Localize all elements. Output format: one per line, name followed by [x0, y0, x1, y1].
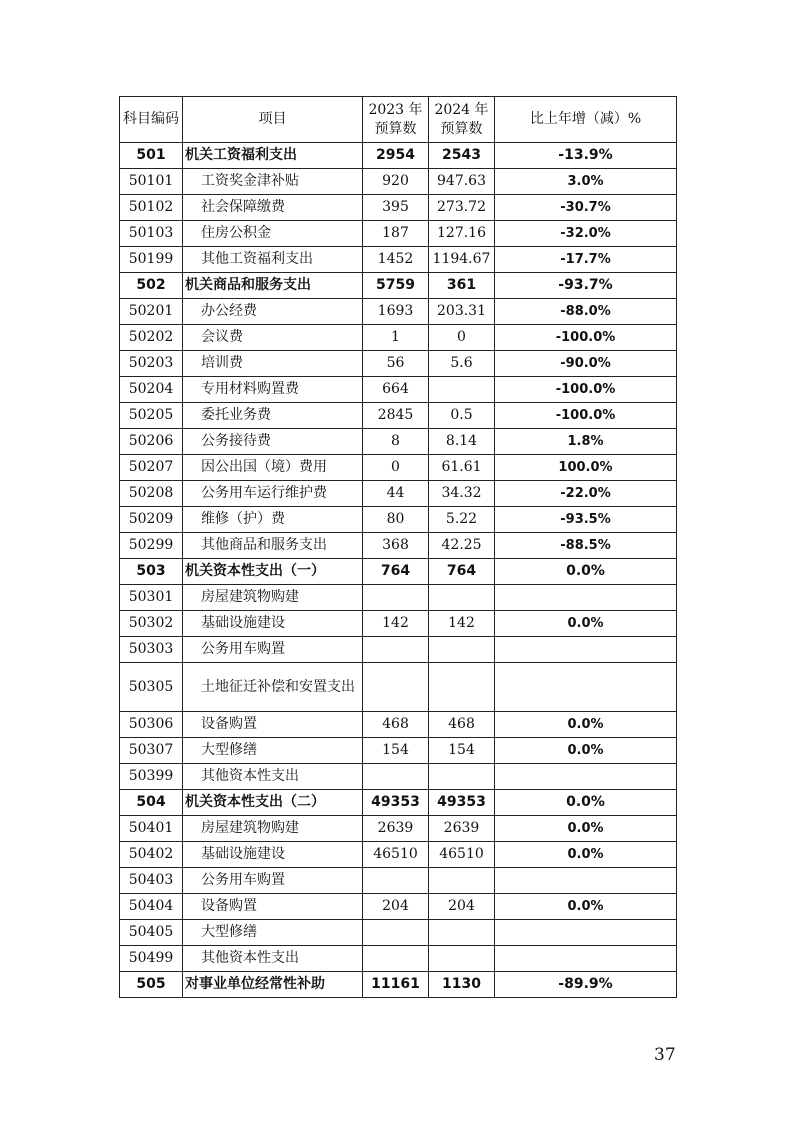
- row-budget-2024: 1194.67: [429, 247, 495, 273]
- row-change: -90.0%: [495, 351, 677, 377]
- table-category-row: [120, 559, 677, 585]
- row-budget-2024: 46510: [429, 842, 495, 868]
- row-budget-2023: 46510: [363, 842, 429, 868]
- row-budget-2024: 127.16: [429, 221, 495, 247]
- row-budget-2023: 11161: [363, 972, 429, 998]
- row-budget-2023: [363, 585, 429, 611]
- row-budget-2023: [363, 868, 429, 894]
- row-code: 50301: [120, 585, 183, 611]
- row-code: 50403: [120, 868, 183, 894]
- table-row: [120, 299, 677, 325]
- table-row: [120, 169, 677, 195]
- row-name: 设备购置: [183, 894, 363, 920]
- table-category-row: [120, 790, 677, 816]
- row-budget-2023: 468: [363, 712, 429, 738]
- row-budget-2024: 203.31: [429, 299, 495, 325]
- row-change: 1.8%: [495, 429, 677, 455]
- row-budget-2023: 664: [363, 377, 429, 403]
- table-row: [120, 663, 677, 712]
- row-budget-2024: 49353: [429, 790, 495, 816]
- row-code: 50204: [120, 377, 183, 403]
- row-change: -30.7%: [495, 195, 677, 221]
- row-budget-2023: [363, 663, 429, 712]
- row-name: 其他工资福利支出: [183, 247, 363, 273]
- table-row: [120, 842, 677, 868]
- row-change: [495, 585, 677, 611]
- row-name: 工资奖金津补贴: [183, 169, 363, 195]
- row-name: 社会保障缴费: [183, 195, 363, 221]
- table-row: [120, 738, 677, 764]
- row-budget-2023: 187: [363, 221, 429, 247]
- row-code: 50205: [120, 403, 183, 429]
- row-budget-2023: 80: [363, 507, 429, 533]
- row-code: 50302: [120, 611, 183, 637]
- row-name: 大型修缮: [183, 738, 363, 764]
- row-budget-2023: 764: [363, 559, 429, 585]
- row-budget-2023: 2845: [363, 403, 429, 429]
- row-name: 土地征迁补偿和安置支出: [183, 663, 363, 712]
- row-budget-2023: [363, 637, 429, 663]
- row-budget-2024: 273.72: [429, 195, 495, 221]
- row-budget-2024: [429, 377, 495, 403]
- page-number: 37: [654, 1045, 676, 1065]
- row-name: 设备购置: [183, 712, 363, 738]
- row-code: 50307: [120, 738, 183, 764]
- row-budget-2023: 920: [363, 169, 429, 195]
- table-row: [120, 764, 677, 790]
- row-budget-2024: 764: [429, 559, 495, 585]
- row-change: 0.0%: [495, 611, 677, 637]
- row-change: 0.0%: [495, 790, 677, 816]
- row-change: [495, 946, 677, 972]
- table-row: [120, 894, 677, 920]
- row-budget-2024: [429, 663, 495, 712]
- row-budget-2024: [429, 585, 495, 611]
- row-name: 基础设施建设: [183, 842, 363, 868]
- row-code: 50202: [120, 325, 183, 351]
- row-name: 维修（护）费: [183, 507, 363, 533]
- row-code: 50203: [120, 351, 183, 377]
- row-code: 50303: [120, 637, 183, 663]
- row-budget-2023: 2954: [363, 143, 429, 169]
- row-change: -22.0%: [495, 481, 677, 507]
- row-change: 3.0%: [495, 169, 677, 195]
- table-category-row: [120, 273, 677, 299]
- row-budget-2024: 1130: [429, 972, 495, 998]
- row-name: 办公经费: [183, 299, 363, 325]
- table-category-row: [120, 972, 677, 998]
- row-change: -88.5%: [495, 533, 677, 559]
- row-name: 会议费: [183, 325, 363, 351]
- row-code: 50399: [120, 764, 183, 790]
- row-code: 50199: [120, 247, 183, 273]
- row-budget-2023: 44: [363, 481, 429, 507]
- row-change: -100.0%: [495, 377, 677, 403]
- table-row: [120, 195, 677, 221]
- row-name: 公务接待费: [183, 429, 363, 455]
- row-budget-2024: 947.63: [429, 169, 495, 195]
- row-change: -93.5%: [495, 507, 677, 533]
- table-row: [120, 481, 677, 507]
- row-code: 50206: [120, 429, 183, 455]
- row-budget-2024: [429, 764, 495, 790]
- row-change: -100.0%: [495, 403, 677, 429]
- row-change: [495, 637, 677, 663]
- row-change: -13.9%: [495, 143, 677, 169]
- row-budget-2024: 361: [429, 273, 495, 299]
- row-code: 504: [120, 790, 183, 816]
- row-name: 对事业单位经常性补助: [183, 972, 363, 998]
- row-code: 50305: [120, 663, 183, 712]
- table-row: [120, 351, 677, 377]
- row-code: 50103: [120, 221, 183, 247]
- row-budget-2023: 49353: [363, 790, 429, 816]
- row-code: 50401: [120, 816, 183, 842]
- table-row: [120, 611, 677, 637]
- row-change: [495, 868, 677, 894]
- row-name: 其他资本性支出: [183, 764, 363, 790]
- row-budget-2023: 368: [363, 533, 429, 559]
- table-row: [120, 920, 677, 946]
- row-budget-2024: 0.5: [429, 403, 495, 429]
- row-budget-2024: [429, 920, 495, 946]
- table-row: [120, 816, 677, 842]
- row-code: 50404: [120, 894, 183, 920]
- row-name: 机关工资福利支出: [183, 143, 363, 169]
- row-name: 公务用车购置: [183, 868, 363, 894]
- row-code: 50101: [120, 169, 183, 195]
- row-budget-2023: 154: [363, 738, 429, 764]
- row-name: 机关资本性支出（一）: [183, 559, 363, 585]
- table-row: [120, 585, 677, 611]
- row-change: [495, 920, 677, 946]
- row-budget-2024: 61.61: [429, 455, 495, 481]
- table-row: [120, 377, 677, 403]
- row-change: -100.0%: [495, 325, 677, 351]
- row-budget-2024: 142: [429, 611, 495, 637]
- row-name: 专用材料购置费: [183, 377, 363, 403]
- row-budget-2024: 204: [429, 894, 495, 920]
- table-header-row: [120, 97, 677, 143]
- header-code: 科目编码: [120, 97, 183, 143]
- row-budget-2024: 5.22: [429, 507, 495, 533]
- row-code: 50499: [120, 946, 183, 972]
- row-change: 0.0%: [495, 559, 677, 585]
- row-change: 0.0%: [495, 738, 677, 764]
- table-row: [120, 637, 677, 663]
- table-row: [120, 507, 677, 533]
- header-change: 比上年增（减）%: [495, 97, 677, 143]
- table-row: [120, 429, 677, 455]
- table-row: [120, 946, 677, 972]
- row-change: -93.7%: [495, 273, 677, 299]
- row-name: 委托业务费: [183, 403, 363, 429]
- row-budget-2023: 1693: [363, 299, 429, 325]
- table-row: [120, 455, 677, 481]
- row-name: 机关商品和服务支出: [183, 273, 363, 299]
- row-change: -88.0%: [495, 299, 677, 325]
- row-name: 公务用车运行维护费: [183, 481, 363, 507]
- row-budget-2023: [363, 920, 429, 946]
- row-code: 50102: [120, 195, 183, 221]
- row-code: 50201: [120, 299, 183, 325]
- row-budget-2024: 8.14: [429, 429, 495, 455]
- row-change: 0.0%: [495, 712, 677, 738]
- row-change: 0.0%: [495, 842, 677, 868]
- row-budget-2024: 42.25: [429, 533, 495, 559]
- row-budget-2023: 142: [363, 611, 429, 637]
- row-name: 房屋建筑物购建: [183, 585, 363, 611]
- row-change: [495, 663, 677, 712]
- row-name: 住房公积金: [183, 221, 363, 247]
- row-budget-2023: 204: [363, 894, 429, 920]
- row-change: 100.0%: [495, 455, 677, 481]
- row-code: 505: [120, 972, 183, 998]
- row-code: 503: [120, 559, 183, 585]
- row-code: 50209: [120, 507, 183, 533]
- row-budget-2024: [429, 637, 495, 663]
- table-row: [120, 533, 677, 559]
- table-row: [120, 868, 677, 894]
- row-change: 0.0%: [495, 894, 677, 920]
- header-budget-2023: 2023 年预算数: [363, 97, 429, 143]
- row-code: 50405: [120, 920, 183, 946]
- row-name: 公务用车购置: [183, 637, 363, 663]
- table-row: [120, 325, 677, 351]
- row-budget-2023: 2639: [363, 816, 429, 842]
- row-budget-2023: [363, 946, 429, 972]
- row-code: 502: [120, 273, 183, 299]
- row-name: 其他资本性支出: [183, 946, 363, 972]
- row-name: 因公出国（境）费用: [183, 455, 363, 481]
- row-budget-2024: 2543: [429, 143, 495, 169]
- row-name: 机关资本性支出（二）: [183, 790, 363, 816]
- row-name: 培训费: [183, 351, 363, 377]
- row-budget-2023: [363, 764, 429, 790]
- row-budget-2024: 468: [429, 712, 495, 738]
- row-budget-2024: 34.32: [429, 481, 495, 507]
- row-name: 其他商品和服务支出: [183, 533, 363, 559]
- row-code: 50208: [120, 481, 183, 507]
- row-budget-2023: 1: [363, 325, 429, 351]
- row-budget-2023: 395: [363, 195, 429, 221]
- row-code: 50207: [120, 455, 183, 481]
- row-name: 大型修缮: [183, 920, 363, 946]
- row-code: 50402: [120, 842, 183, 868]
- budget-table: [119, 96, 677, 998]
- row-budget-2023: 0: [363, 455, 429, 481]
- row-change: [495, 764, 677, 790]
- row-budget-2024: 154: [429, 738, 495, 764]
- table-row: [120, 712, 677, 738]
- header-item: 项目: [183, 97, 363, 143]
- row-change: -32.0%: [495, 221, 677, 247]
- row-budget-2024: 0: [429, 325, 495, 351]
- row-change: -17.7%: [495, 247, 677, 273]
- header-budget-2024: 2024 年预算数: [429, 97, 495, 143]
- row-code: 501: [120, 143, 183, 169]
- row-name: 基础设施建设: [183, 611, 363, 637]
- row-change: 0.0%: [495, 816, 677, 842]
- row-budget-2024: 2639: [429, 816, 495, 842]
- row-code: 50306: [120, 712, 183, 738]
- table-category-row: [120, 143, 677, 169]
- row-name: 房屋建筑物购建: [183, 816, 363, 842]
- row-budget-2024: [429, 946, 495, 972]
- row-budget-2024: 5.6: [429, 351, 495, 377]
- row-budget-2023: 1452: [363, 247, 429, 273]
- row-budget-2023: 56: [363, 351, 429, 377]
- row-change: -89.9%: [495, 972, 677, 998]
- table-row: [120, 247, 677, 273]
- table-row: [120, 403, 677, 429]
- row-budget-2023: 5759: [363, 273, 429, 299]
- row-code: 50299: [120, 533, 183, 559]
- row-budget-2024: [429, 868, 495, 894]
- table-row: [120, 221, 677, 247]
- row-budget-2023: 8: [363, 429, 429, 455]
